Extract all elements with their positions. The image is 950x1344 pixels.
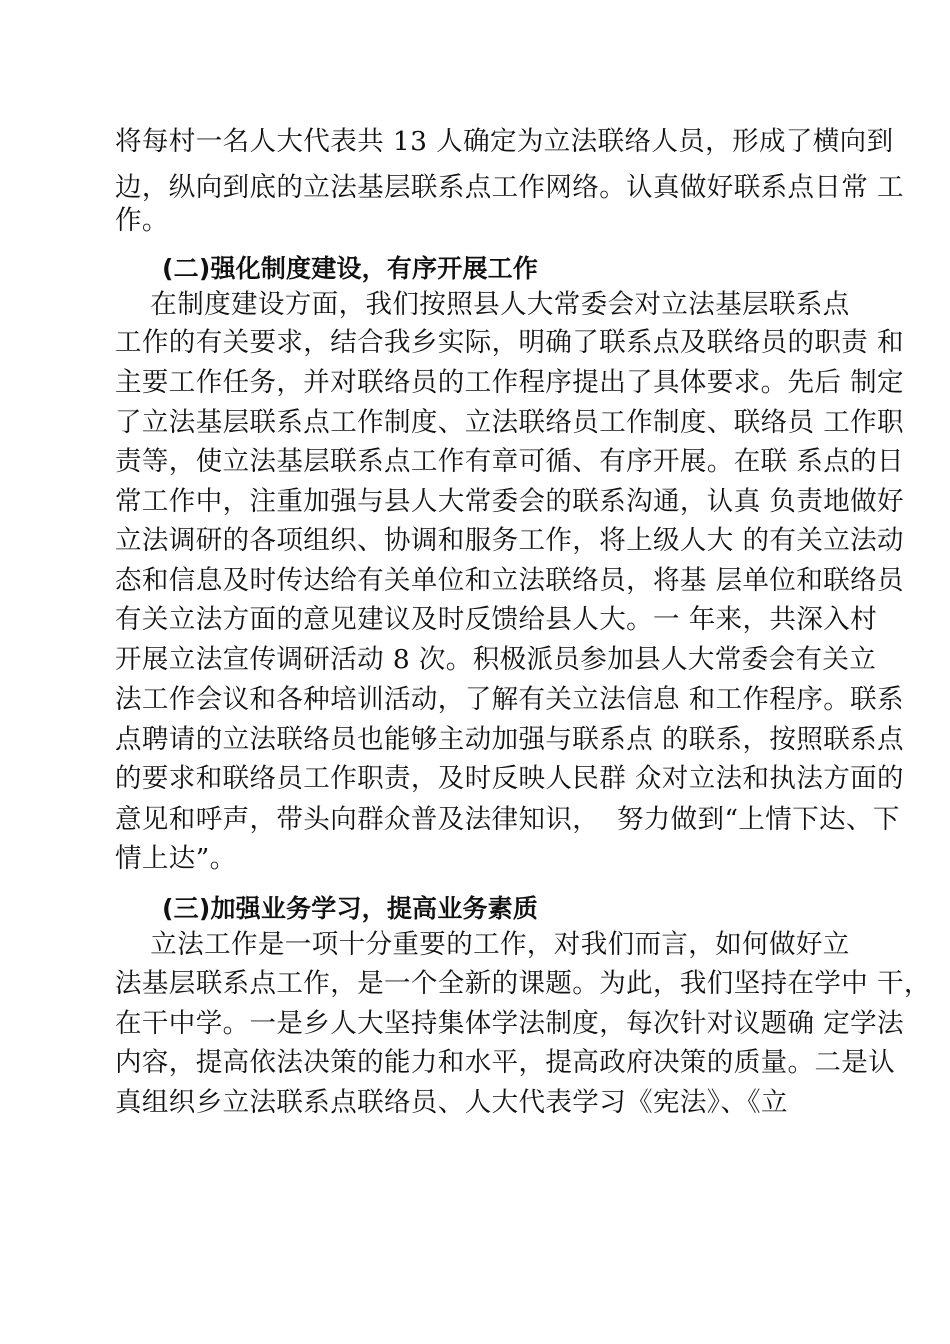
text-line: 意见和呼声，带头向群众普及法律知识， 努力做到“上情下达、下: [115, 804, 900, 835]
text-line: 法工作会议和各种培训活动，了解有关立法信息 和工作程序。联系: [115, 684, 904, 715]
text-line: 有关立法方面的意见建议及时反馈给县人大。一 年来，共深入村: [115, 604, 878, 635]
text-line: 了立法基层联系点工作制度、立法联络员工作制度、联络员 工作职: [115, 407, 904, 438]
text-line: 开展立法宣传调研活动 8 次。积极派员参加县人大常委会有关立: [115, 644, 877, 675]
text-line: 态和信息及时传达给有关单位和立法联络员，将基 层单位和联络员: [115, 565, 904, 596]
text-line: 将每村一名人大代表共 13 人确定为立法联络人员，形成了横向到: [115, 126, 894, 157]
text-line: 工作的有关要求，结合我乡实际，明确了联系点及联络员的职责 和: [115, 327, 904, 358]
text-line: 法基层联系点工作，是一个全新的课题。为此，我们坚持在学中 干，: [115, 968, 931, 999]
text-line: 责等，使立法基层联系点工作有章可循、有序开展。在联 系点的日: [115, 446, 904, 477]
text-line: 的要求和联络员工作职责，及时反映人民群 众对立法和执法方面的: [115, 763, 904, 794]
text-line: 立法工作是一项十分重要的工作，对我们而言，如何做好立: [115, 929, 850, 960]
text-line: 立法调研的各项组织、协调和服务工作，将上级人大 的有关立法动: [115, 525, 904, 556]
text-line: 真组织乡立法联系点联络员、人大代表学习《宪法》、《立: [115, 1087, 788, 1118]
text-line: 情上达”。: [115, 843, 237, 874]
text-line: 主要工作任务，并对联络员的工作程序提出了具体要求。先后 制定: [115, 367, 904, 398]
text-line: 内容，提高依法决策的能力和水平，提高政府决策的质量。二是认: [115, 1047, 896, 1078]
text-line: 作。: [115, 205, 169, 236]
text-line: 在干中学。一是乡人大坚持集体学法制度，每次针对议题确 定学法: [115, 1008, 904, 1039]
text-line: 常工作中，注重加强与县人大常委会的联系沟通，认真 负责地做好: [115, 486, 904, 517]
text-line: 边，纵向到底的立法基层联系点工作网络。认真做好联系点日常 工: [115, 172, 904, 203]
text-line: 点聘请的立法联络员也能够主动加强与联系点 的联系，按照联系点: [115, 724, 904, 755]
section-heading: (三)加强业务学习，提高业务素质: [162, 894, 539, 923]
text-line: 在制度建设方面，我们按照县人大常委会对立法基层联系点: [115, 289, 850, 320]
section-heading: (二)强化制度建设，有序开展工作: [162, 254, 539, 283]
